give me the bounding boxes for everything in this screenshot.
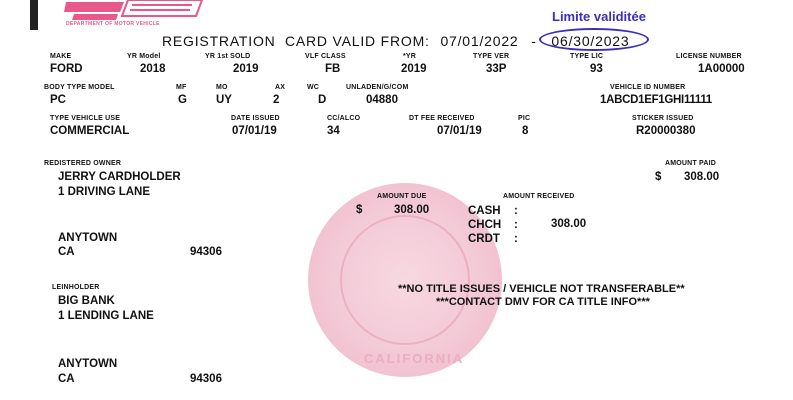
crdt-sep: : [514,233,518,245]
seal-inner-ring [340,215,470,345]
crdt-label: CRDT [468,233,500,245]
valid-to-date: 06/30/2023 [551,33,630,49]
unladen-value: 04880 [366,94,398,106]
chch-label: CHCH [468,219,502,231]
cash-label: CASH [468,205,501,217]
header-title: REGISTRATION CARD VALID FROM: [162,33,430,49]
lienholder-state: CA [58,373,75,385]
amount-paid-label: AMOUNT PAID [665,160,717,167]
unladen-label: UNLADEN/G/COM [346,84,409,91]
lienholder-address: 1 LENDING LANE [58,310,154,322]
type-lic-value: 93 [590,63,603,75]
amount-received-label: AMOUNT RECEIVED [503,193,575,200]
cc-alco-label: CC/ALCO [327,115,361,122]
date-issued-label: DATE ISSUED [231,115,280,122]
owner-state: CA [58,246,75,258]
type-ver-label: TYPE VER [473,53,510,60]
dmv-logo-graphic [64,0,204,22]
cc-alco-value: 34 [327,125,340,137]
chch-value: 308.00 [551,218,587,230]
ax-label: AX [275,84,286,91]
mo-value: UY [216,94,232,106]
registration-header [162,33,629,49]
amount-paid-currency: $ [655,171,662,183]
seal-text: CALIFORNIA [364,351,465,366]
title-notice-line1: **NO TITLE ISSUES / VEHICLE NOT TRANSFERABLE** [398,283,685,295]
ax-value: 2 [273,94,280,106]
type-lic-label: TYPE LIC [570,53,604,60]
title-notice-line2: ***CONTACT DMV FOR CA TITLE INFO*** [436,296,650,308]
dmv-logo [64,0,204,30]
mo-label: MO [216,84,228,91]
lienholder-city: ANYTOWN [58,358,118,370]
yr-sold-label: YR 1st SOLD [205,53,251,60]
vehicle-use-label: TYPE VEHICLE USE [50,115,121,122]
amount-paid-value: 308.00 [684,171,720,183]
vin-value: 1ABCD1EF1GHI11111 [600,94,712,106]
cash-sep: : [514,205,518,217]
yr-sold-value: 2019 [233,63,259,75]
pic-label: PIC [518,115,531,122]
validity-annotation: Limite validitée [552,9,646,24]
license-number-value: 1A00000 [698,63,745,75]
yr-model-label: YR Model [127,53,161,60]
dt-fee-label: DT FEE RECEIVED [409,115,475,122]
yr-label: *YR [403,53,417,60]
dt-fee-value: 07/01/19 [437,125,482,137]
wc-label: WC [307,84,320,91]
mf-label: MF [176,84,187,91]
amount-due-value: 308.00 [394,204,430,216]
vehicle-use-value: COMMERCIAL [50,125,130,137]
amount-due-label: AMOUNT DUE [377,193,427,200]
valid-from-date: 07/01/2022 [440,33,519,49]
body-type-label: BODY TYPE MODEL [44,84,115,91]
wc-value: D [318,94,327,106]
owner-city: ANYTOWN [58,232,118,244]
type-ver-value: 33P [486,63,507,75]
make-value: FORD [50,63,83,75]
make-label: MAKE [50,53,72,60]
header-dash: - [531,33,537,49]
date-issued-value: 07/01/19 [232,125,277,137]
body-type-value: PC [50,94,66,106]
lienholder-name: BIG BANK [58,295,115,307]
mf-value: G [178,94,187,106]
dmv-logo-subtitle: DEPARTMENT OF MOTOR VEHICLE [66,21,160,27]
registered-owner-label: REDISTERED OWNER [44,160,122,167]
owner-address: 1 DRIVING LANE [58,186,151,198]
sticker-label: STICKER ISSUED [632,115,694,122]
lienholder-label: LEINHOLDER [52,284,100,291]
vin-label: VEHICLE ID NUMBER [610,84,686,91]
vlf-class-label: VLF CLASS [305,53,346,60]
vlf-class-value: FB [325,63,341,75]
pic-value: 8 [522,125,529,137]
lienholder-zip: 94306 [190,373,222,385]
scan-edge-bar [30,0,38,30]
yr-value: 2019 [401,63,427,75]
owner-name: JERRY CARDHOLDER [58,171,181,183]
license-number-label: LICENSE NUMBER [676,53,742,60]
chch-sep: : [514,219,518,231]
sticker-value: R20000380 [636,125,696,137]
yr-model-value: 2018 [140,63,166,75]
amount-due-currency: $ [356,204,363,216]
owner-zip: 94306 [190,246,222,258]
